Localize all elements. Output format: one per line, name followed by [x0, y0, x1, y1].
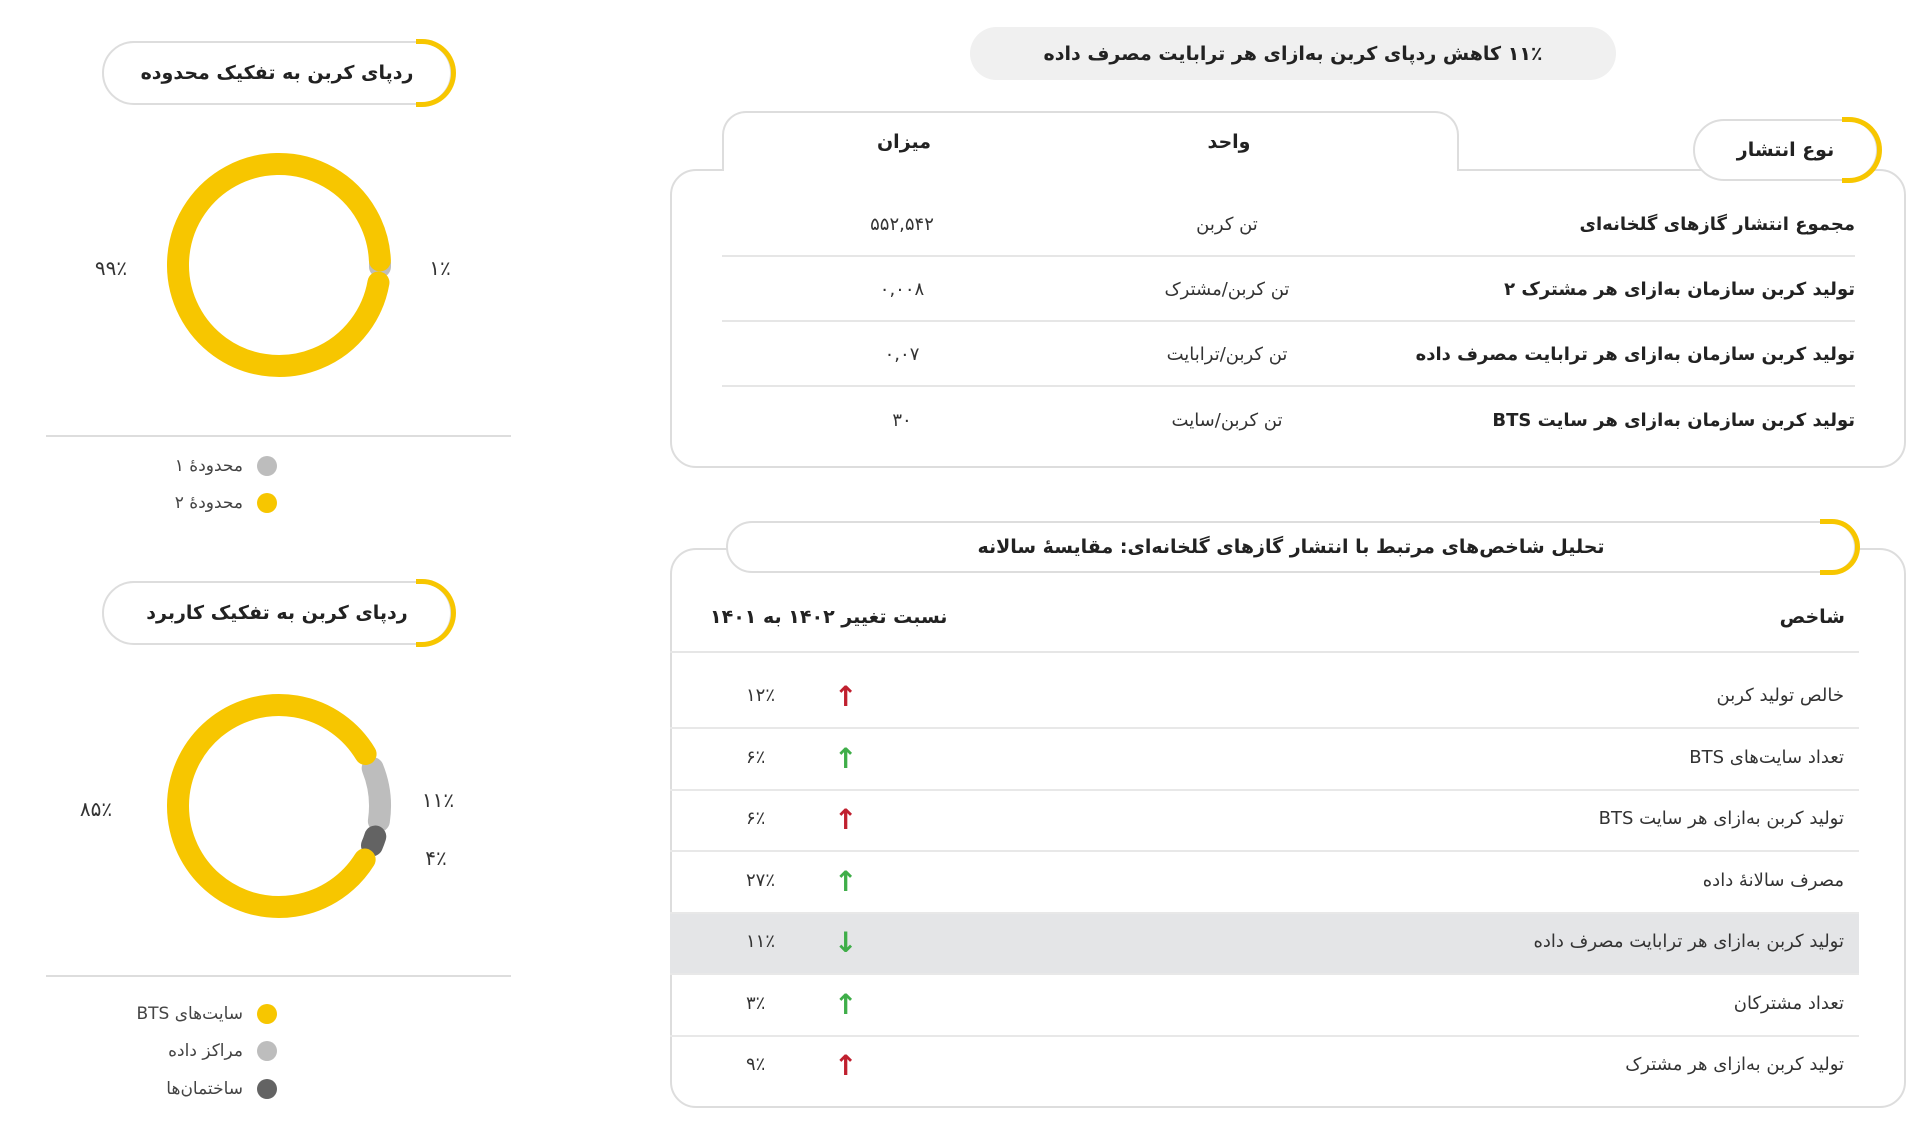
legend-label: ساختمان‌ها: [166, 1079, 243, 1099]
emission-row: [722, 193, 1855, 257]
indicators-title-pill: [726, 521, 1856, 573]
indicator-row: [670, 976, 1859, 1037]
row-value: ۰,۰۷: [884, 343, 920, 365]
indicator-row: [670, 1037, 1859, 1098]
row-unit: تن کربن/مشترک: [1164, 278, 1290, 300]
indicator-label: تولید کربن به‌ازای هر سایت BTS: [1598, 808, 1844, 829]
legend-item: [166, 1079, 277, 1099]
indicator-row: [670, 914, 1859, 975]
chart2-slice-1: [372, 837, 375, 846]
legend-item: [175, 456, 277, 476]
row-label: مجموع انتشار گازهای گلخانه‌ای: [1579, 213, 1855, 235]
indicator-pct: ۶٪: [746, 808, 766, 829]
emission-type-label: نوع انتشار: [1736, 139, 1835, 161]
indicator-row: [670, 853, 1859, 914]
indicator-pct: ۹٪: [746, 1054, 766, 1075]
arrow-up-icon: ↑: [834, 741, 858, 775]
chart2-label-datacenters: ۱۱٪: [421, 788, 455, 812]
emission-row: [722, 258, 1855, 322]
indicators-title: تحلیل شاخص‌های مرتبط با انتشار گازهای گلخانه‌ای: مقایسهٔ سالانه: [977, 536, 1605, 558]
legend-label: مراکز داده: [168, 1041, 243, 1061]
chart2-title-pill: [102, 581, 452, 645]
emission-row: [722, 388, 1855, 452]
row-unit: تن کربن: [1196, 213, 1258, 235]
row-label: تولید کربن سازمان به‌ازای هر سایت BTS: [1492, 409, 1855, 431]
chart1-label-scope1: ۱٪: [429, 256, 451, 280]
header-amount: میزان: [876, 131, 932, 153]
indicator-row: [670, 668, 1859, 729]
indicator-label: مصرف سالانهٔ داده: [1702, 869, 1844, 891]
row-value: ۳۰: [892, 409, 912, 431]
row-label: تولید کربن سازمان به‌ازای هر ترابایت مصرف داده: [1415, 343, 1855, 365]
divider: [46, 435, 511, 437]
legend-dot: [257, 1079, 277, 1099]
indicator-pct: ۲۷٪: [746, 869, 776, 891]
chart1-title: ردپای کربن به تفکیک محدوده: [140, 62, 414, 84]
divider: [670, 651, 1859, 653]
chart2-title: ردپای کربن به تفکیک کاربرد: [146, 602, 408, 624]
legend-dot: [257, 456, 277, 476]
row-value: ۰,۰۰۸: [879, 278, 925, 300]
emission-table-header: [722, 111, 1459, 171]
legend-label: محدودهٔ ۱: [174, 456, 243, 476]
emission-type-pill: [1693, 119, 1878, 181]
chart1-slice-1: [178, 164, 380, 366]
header-indicator: شاخص: [1779, 606, 1845, 628]
arrow-up-icon: ↑: [834, 803, 858, 836]
indicator-pct: ۱۱٪: [746, 931, 776, 952]
legend-dot: [257, 1041, 277, 1061]
legend-label: سایت‌های BTS: [136, 1004, 243, 1024]
arrow-up-icon: ↑: [834, 987, 858, 1021]
indicator-label: تعداد مشترکان: [1733, 992, 1844, 1014]
legend-label: محدودهٔ ۲: [174, 493, 243, 513]
row-unit: تن کربن/ترابایت: [1166, 343, 1288, 365]
indicator-pct: ۳٪: [746, 992, 766, 1014]
indicator-label: تولید کربن به‌ازای هر مشترک: [1625, 1054, 1844, 1075]
indicator-pct: ۶٪: [746, 746, 766, 768]
row-unit: تن کربن/سایت: [1171, 409, 1283, 431]
legend-item: [136, 1004, 277, 1024]
indicator-label: خالص تولید کربن: [1716, 685, 1844, 706]
chart2-slice-2: [178, 705, 366, 907]
legend-item: [168, 1041, 277, 1061]
indicator-label: تولید کربن به‌ازای هر ترابایت مصرف داده: [1533, 931, 1844, 952]
headline-banner: ۱۱٪ کاهش ردپای کربن به‌ازای هر ترابایت مصرف داده: [970, 27, 1616, 80]
donut-charts: [0, 0, 560, 1131]
chart2-label-buildings: ۴٪: [425, 846, 447, 870]
arrow-up-icon: ↑: [834, 1049, 858, 1082]
chart1-label-scope2: ۹۹٪: [94, 256, 128, 280]
divider: [46, 975, 511, 977]
indicator-row: [670, 791, 1859, 852]
emission-row: [722, 323, 1855, 387]
arrow-up-icon: ↑: [834, 680, 858, 713]
legend-dot: [257, 493, 277, 513]
legend-dot: [257, 1004, 277, 1024]
row-label: تولید کربن سازمان به‌ازای هر مشترک ۲: [1504, 278, 1855, 300]
chart2-slice-0: [373, 768, 380, 821]
header-change: نسبت تغییر ۱۴۰۲ به ۱۴۰۱: [710, 606, 948, 628]
indicator-label: تعداد سایت‌های BTS: [1689, 746, 1844, 768]
legend-item: [175, 493, 277, 513]
indicator-row: [670, 730, 1859, 791]
row-value: ۵۵۲,۵۴۲: [870, 213, 934, 235]
arrow-down-icon: ↓: [834, 926, 858, 959]
chart2-label-bts: ۸۵٪: [79, 797, 113, 821]
arrow-up-icon: ↑: [834, 864, 858, 898]
indicator-pct: ۱۲٪: [746, 685, 776, 706]
header-unit: واحد: [1207, 131, 1251, 153]
